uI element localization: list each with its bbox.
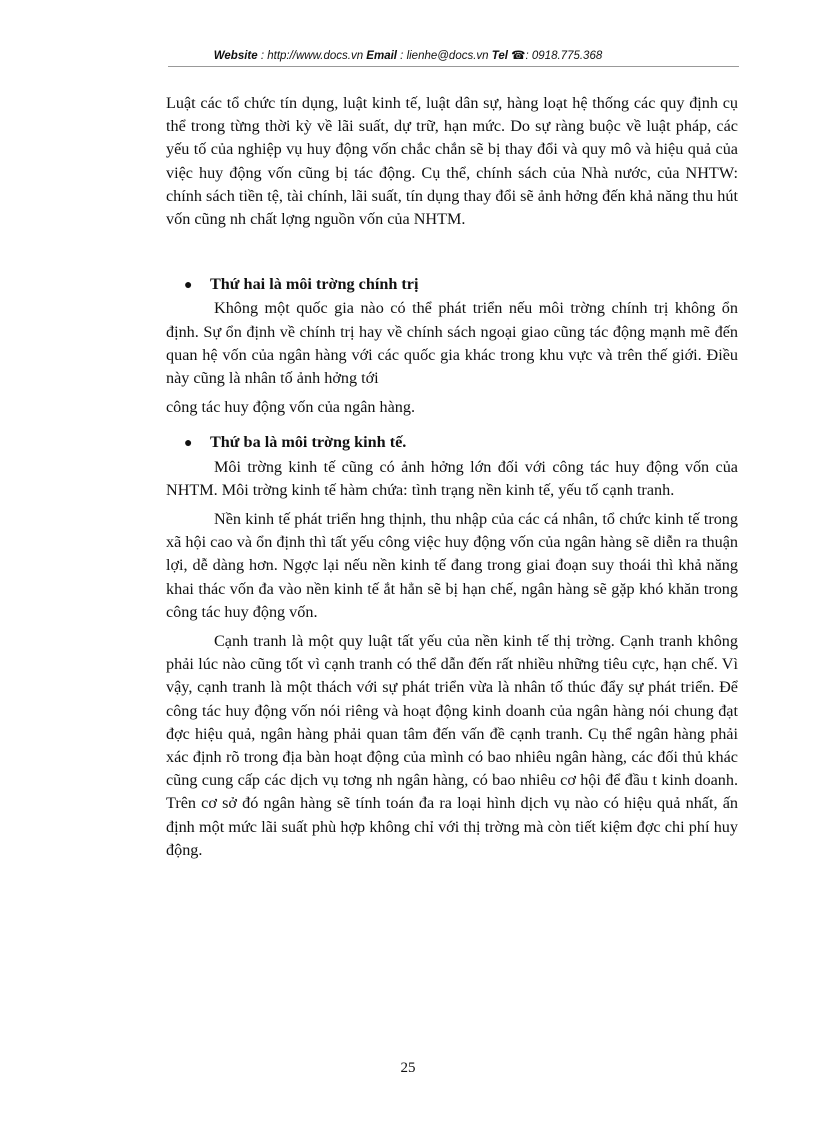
- tel-label: Tel: [491, 50, 508, 62]
- page-number: 25: [400, 1060, 416, 1076]
- bullet-heading: Thứ ba là môi trờng kinh tế.: [210, 433, 407, 452]
- bullet-political-environment: [166, 273, 738, 297]
- website-label: Website: [213, 50, 258, 62]
- paragraph-competition: Cạnh tranh là một quy luật tất yếu của nền kinh tế thị trờng. Cạnh tranh không phải lúc nào cũng tốt vì cạnh tranh có thể dẫn đến rất nhiều những tiêu cực, hạn chế. Vì vậy, cạnh tranh là một thách với sự phát triển vừa là nhân tố thúc đẩy sự phát triển. Để công tác huy động vốn nói riêng và hoạt động kinh doanh của ngân hàng nói chung đạt đợc hiệu quả, ngân hàng phải quan tâm đến vấn đề cạnh tranh. Cụ thể ngân hàng phải xác định rõ trong địa bàn hoạt động của mình có bao nhiêu ngân hàng, các đối thủ khác cũng cung cấp các dịch vụ tơng nh ngân hàng, có bao nhiêu cơ hội để đầu t kinh doanh. Trên cơ sở đó ngân hàng sẽ tính toán đa ra loại hình dịch vụ nào có hiệu quả nhất, ấn định một mức lãi suất phù hợp không chỉ với thị trờng mà còn tiết kiệm đợc chi phí huy động.: [166, 632, 738, 859]
- paragraph-political-end: công tác huy động vốn của ngân hàng.: [166, 398, 416, 417]
- document-body: [166, 92, 738, 862]
- email-label: Email: [366, 50, 397, 62]
- email-value: : lienhe@docs.vn: [396, 50, 492, 62]
- website-value: : http://www.docs.vn: [257, 50, 367, 62]
- bullet-economic-environment: [166, 431, 738, 455]
- paragraph-legal-environment: Luật các tổ chức tín dụng, luật kinh tế, luật dân sự, hàng loạt hệ thống các quy định cụ thể trong từng thời kỳ về lãi suất, dự trữ, hạn mức. Do sự ràng buộc về luật pháp, các yếu tố của nghiệp vụ huy động vốn chắc chắn sẽ bị thay đổi và quy mô và hiệu quả của việc huy động vốn cũng bị tác động. Cụ thể, chính sách của Nhà nước, của NHTW: chính sách tiền tệ, tài chính, lãi suất, tín dụng thay đổi sẽ ảnh hởng đến khả năng thu hút vốn cũng nh chất lợng nguồn vốn của NHTM.: [166, 94, 738, 229]
- bullet-icon: ●: [184, 436, 193, 452]
- header-divider: [168, 66, 739, 67]
- paragraph-political: Không một quốc gia nào có thể phát triển nếu môi trờng chính trị không ổn định. Sự ổn định về chính trị hay về chính sách ngoại giao cũng tác động mạnh mẽ đến quan hệ vốn của ngân hàng với các quốc gia khác trong khu vực và trên thế giới. Điều này cũng là nhân tố ảnh hởng tới: [166, 299, 738, 388]
- paragraph-economy-growth: Nền kinh tế phát triển hng thịnh, thu nhập của các cá nhân, tổ chức kinh tế trong xã hội cao và ổn định thì tất yếu công việc huy động vốn của ngân hàng sẽ diễn ra thuận lợi, dễ dàng hơn. Ngợc lại nếu nền kinh tế đang trong giai đoạn suy thoái thì khả năng khai thác vốn đa vào nền kinh tế ắt hẳn sẽ bị hạn chế, ngân hàng sẽ gặp khó khăn trong công tác huy động vốn.: [166, 510, 738, 621]
- bullet-heading: Thứ hai là môi trờng chính trị: [210, 275, 419, 294]
- paragraph-economic: Môi trờng kinh tế cũng có ảnh hởng lớn đối với công tác huy động vốn của NHTM. Môi trờng kinh tế hàm chứa: tình trạng nền kinh tế, yếu tố cạnh tranh.: [166, 457, 738, 499]
- phone-icon: ☎: [511, 50, 526, 62]
- bullet-icon: ●: [184, 278, 193, 294]
- page-header: [0, 48, 816, 62]
- tel-value: : 0918.775.368: [525, 50, 603, 62]
